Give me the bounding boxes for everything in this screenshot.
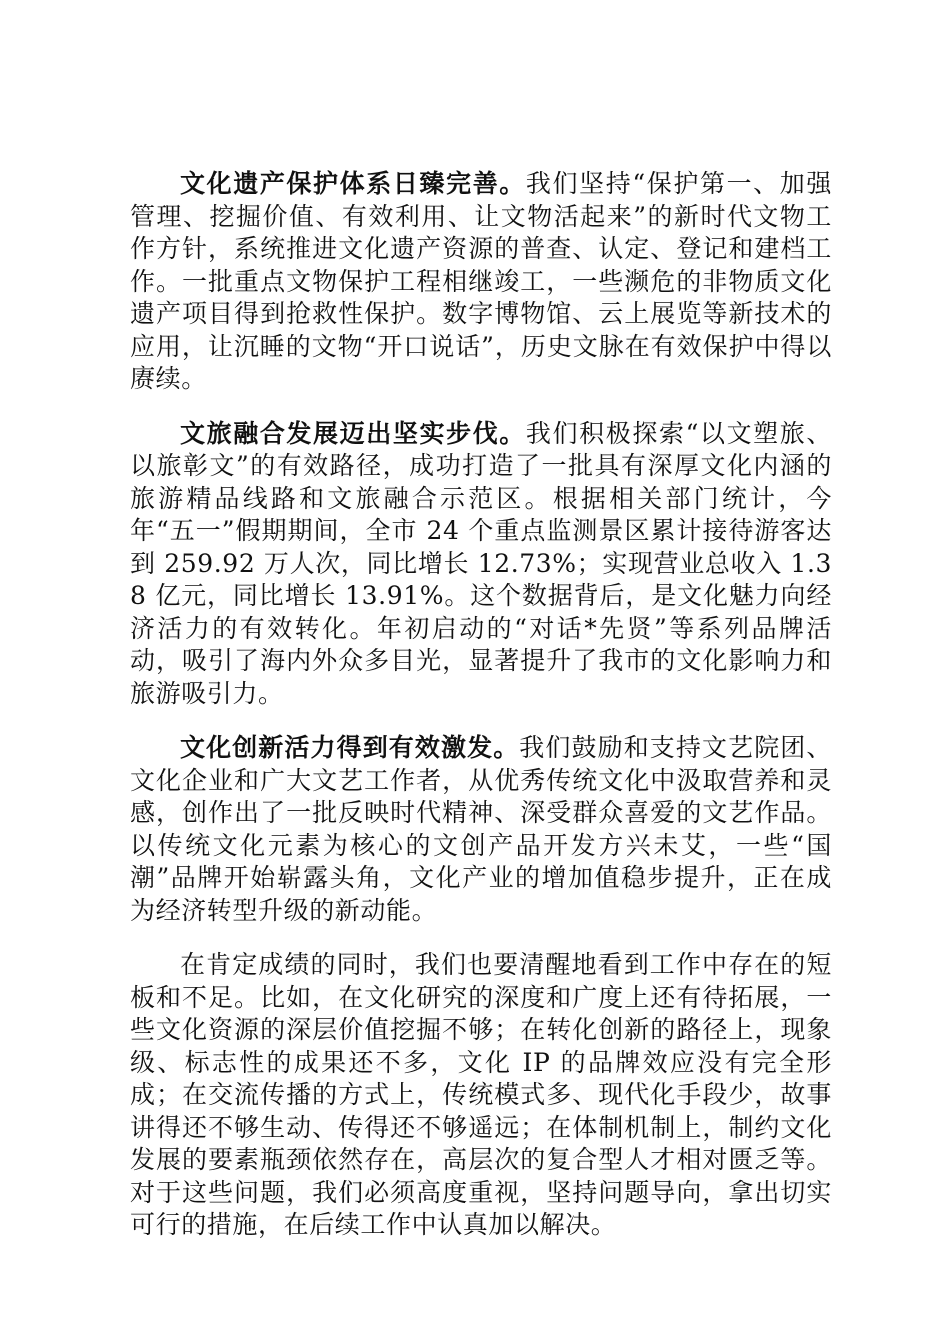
paragraph-body: 在肯定成绩的同时，我们也要清醒地看到工作中存在的短板和不足。比如，在文化研究的深度和广度上还有待拓展，一些文化资源的深层价值挖掘不够；在转化创新的路径上，现象级、标志性的成果还不多，文化 IP 的品牌效应没有完全形成；在交流传播的方式上，传统模式多、现代化手段少，故事讲得还不够生动、传得还不够遥远；在体制机制上，制约文化发展的要素瓶颈依然存在，高层次的复合型人才相对匮乏等。对于这些问题，我们必须高度重视，坚持问题导向，拿出切实可行的措施，在后续工作中认真加以解决。 <box>130 950 832 1239</box>
paragraph-lead-heading: 文化创新活力得到有效激发。 <box>180 733 520 762</box>
paragraph-culture-tourism <box>130 418 832 711</box>
paragraph-heritage-protection <box>130 168 832 396</box>
paragraph-body: 我们鼓励和支持文艺院团、文化企业和广大文艺工作者，从优秀传统文化中汲取营养和灵感，创作出了一批反映时代精神、深受群众喜爱的文艺作品。以传统文化元素为核心的文创产品开发方兴未艾，一些“国潮”品牌开始崭露头角，文化产业的增加值稳步提升，正在成为经济转型升级的新动能。 <box>130 733 832 925</box>
paragraph-body: 我们积极探索“以文塑旅、以旅彰文”的有效路径，成功打造了一批具有深厚文化内涵的旅游精品线路和文旅融合示范区。根据相关部门统计，今年“五一”假期期间，全市 24 个重点监测景区累计接待游客达到 259.92 万人次，同比增长 12.73%；实现营业总收入 1.38 亿元，同比增长 13.91%。这个数据背后，是文化魅力向经济活力的有效转化。年初启动的“对话*先贤”等系列品牌活动，吸引了海内外众多目光，显著提升了我市的文化影响力和旅游吸引力。 <box>130 418 832 708</box>
paragraph-body: 我们坚持“保护第一、加强管理、挖掘价值、有效利用、让文物活起来”的新时代文物工作方针，系统推进文化遗产资源的普查、认定、登记和建档工作。一批重点文物保护工程相继竣工，一些濒危的非物质文化遗产项目得到抢救性保护。数字博物馆、云上展览等新技术的应用，让沉睡的文物“开口说话”，历史文脉在有效保护中得以赓续。 <box>130 169 832 393</box>
paragraph-lead-heading: 文化遗产保护体系日臻完善。 <box>180 169 526 198</box>
document-page <box>130 168 832 1264</box>
paragraph-shortcomings <box>130 949 832 1242</box>
paragraph-cultural-innovation <box>130 732 832 927</box>
paragraph-lead-heading: 文旅融合发展迈出坚实步伐。 <box>180 418 526 448</box>
